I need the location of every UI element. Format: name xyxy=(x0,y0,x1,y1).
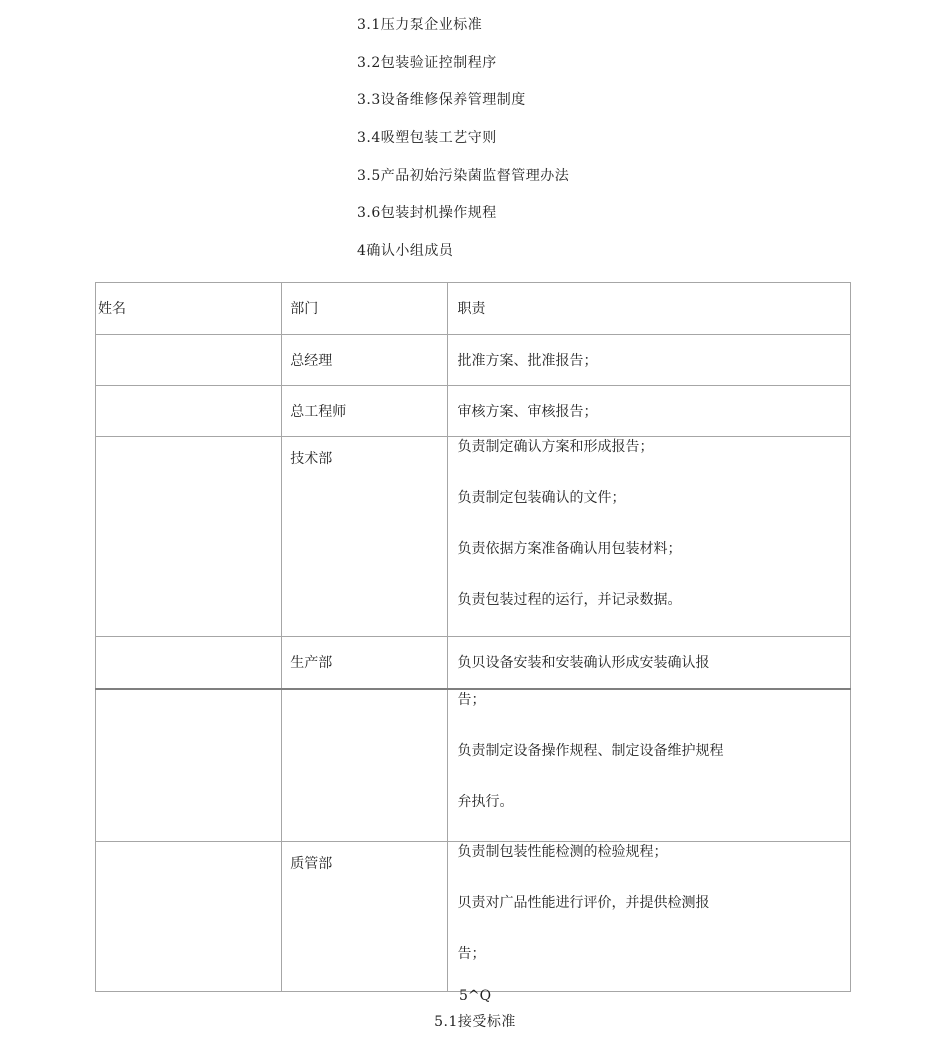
list-item: 3.2包装验证控制程序 xyxy=(357,54,497,71)
list-item: 3.4吸塑包装工艺守则 xyxy=(357,130,497,147)
table-row xyxy=(96,689,851,842)
name-cell xyxy=(96,386,282,437)
duty: 负责制定设备操作规程、制定设备维护规程 xyxy=(457,743,724,759)
page-number: 5^Q xyxy=(458,988,492,1004)
department: 总工程师 xyxy=(290,404,347,420)
dept-cell xyxy=(282,386,448,437)
duty: 批准方案、批准报告； xyxy=(457,353,598,369)
duty-list xyxy=(448,690,850,832)
department: 生产部 xyxy=(290,655,333,671)
duty: 负责依据方案准备确认用包装材料； xyxy=(457,541,682,557)
duty-list xyxy=(448,842,850,984)
table-row xyxy=(96,637,851,690)
name-cell xyxy=(96,689,282,842)
duty-cell xyxy=(448,842,851,992)
department: 技术部 xyxy=(290,451,333,467)
duty-cell xyxy=(448,437,851,637)
table-header-row xyxy=(96,283,851,335)
list-item: 3.5产品初始污染菌监督管理办法 xyxy=(357,167,570,184)
duty: 审核方案、审核报告； xyxy=(457,404,598,420)
dept-cell xyxy=(282,637,448,690)
list-item: 3.6包装封机操作规程 xyxy=(357,205,497,222)
duty: 负责包装过程的运行，并记录数据。 xyxy=(457,592,682,608)
section-heading: 4确认小组成员 xyxy=(357,243,454,260)
dept-cell xyxy=(282,437,448,637)
duty: 负贝设备安装和安装确认形成安装确认报 xyxy=(457,655,710,671)
duty: 负责制定确认方案和形成报告； xyxy=(457,439,654,455)
header-name: 姓名 xyxy=(98,301,126,317)
dept-cell xyxy=(282,842,448,992)
department: 质管部 xyxy=(290,856,333,872)
name-cell xyxy=(96,637,282,690)
name-cell xyxy=(96,437,282,637)
name-cell xyxy=(96,335,282,386)
header-duty: 职责 xyxy=(457,301,486,317)
dept-cell xyxy=(282,335,448,386)
header-dept-cell xyxy=(282,283,448,335)
list-item: 3.1压力泵企业标准 xyxy=(357,17,483,33)
duty-cell xyxy=(448,335,851,386)
duty-cell xyxy=(448,637,851,690)
section-title: 5.1接受标准 xyxy=(434,1014,516,1030)
dept-cell xyxy=(282,689,448,842)
duty: 贝责对广品性能进行评价，并提供检测报 xyxy=(457,895,710,911)
table-row xyxy=(96,386,851,437)
table-row xyxy=(96,437,851,637)
duty-cell xyxy=(448,386,851,437)
duty: 告； xyxy=(457,692,486,708)
team-members-table xyxy=(95,282,851,992)
header-dept: 部门 xyxy=(290,301,319,317)
table-row xyxy=(96,335,851,386)
list-item: 3.3设备维修保养管理制度 xyxy=(357,92,526,109)
duty: 负责制包装性能检测的检验规程； xyxy=(457,844,668,860)
table-row xyxy=(96,842,851,992)
duty: 告； xyxy=(457,946,486,962)
duty: 负责制定包装确认的文件； xyxy=(457,490,626,506)
duty-list xyxy=(448,437,850,630)
department: 总经理 xyxy=(290,353,333,369)
reference-list xyxy=(357,14,569,278)
duty-cell xyxy=(448,689,851,842)
header-name-cell xyxy=(96,283,282,335)
duty: 弁执行。 xyxy=(457,794,514,810)
header-duty-cell xyxy=(448,283,851,335)
name-cell xyxy=(96,842,282,992)
